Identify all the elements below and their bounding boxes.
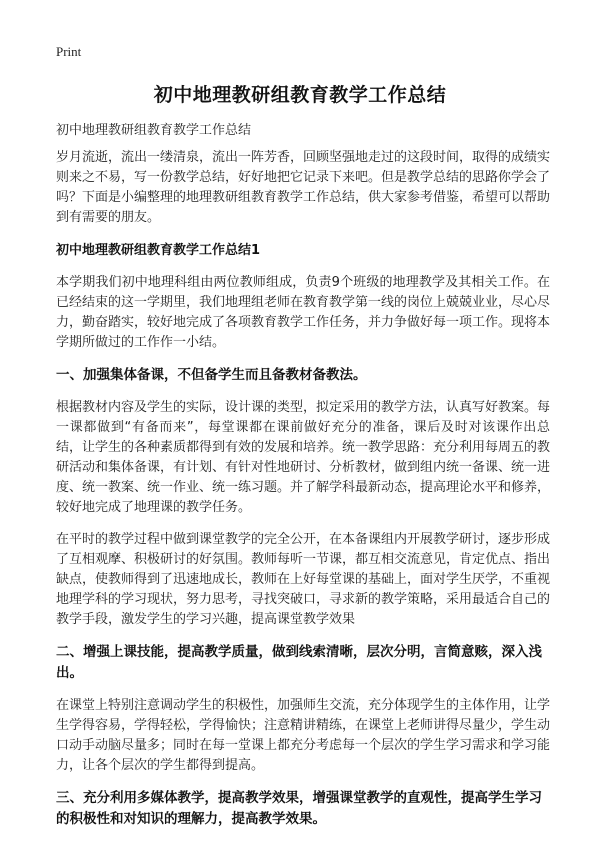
body-paragraph: 根据教材内容及学生的实际，设计课的类型，拟定采用的教学方法，认真写好教案。每一课都做到“有备而来”，每堂课都在课前做好充分的准备，课后及时对该课作出总结，让学生的各种素质都得到有效的发展和培养。统一教学思路：充分利用每周五的教研活动和集体备课，有计划、有针对性地研讨、分析教材，做到组内统一备课、统一进度、统一教案、统一作业、统一练习题。并了解学科最新动态，提高理论水平和修养，较好地完成了地理课的教学任务。 (56, 400, 551, 515)
section-heading: 三、充分利用多媒体教学，提高教学效果，增强课堂教学的直观性，提高学生学习的积极性和对知识的理解力，提高教学效果。 (56, 790, 542, 827)
intro-paragraph: 岁月流逝，流出一缕清泉，流出一阵芳香，回顾坚强地走过的这段时间，取得的成绩实则来之不易，写一份教学总结，好好地把它记录下来吧。但是教学总结的思路你学会了吗？下面是小编整理的地理教研组教育教学工作总结，供大家参考借鉴，希望可以帮助到有需要的朋友。 (56, 150, 551, 225)
body-paragraph: 本学期我们初中地理科组由两位教师组成，负责9个班级的地理教学及其相关工作。在已经结束的这一学期里，我们地理组老师在教育教学第一线的岗位上兢兢业业，尽心尽力，勤奋踏实，较好地完成了各项教育教学工作任务，并力争做好每一项工作。现将本学期所做过的工作作一小结。 (56, 275, 551, 350)
section-heading: 一、加强集体备课，不但备学生而且备教材备教法。 (56, 367, 367, 383)
section-heading: 初中地理教研组教育教学工作总结1 (56, 243, 261, 258)
article-body (56, 148, 550, 842)
section-heading: 二、增强上课技能，提高教学质量，做到线索清晰，层次分明，言简意赅，深入浅出。 (56, 644, 542, 681)
body-paragraph: 在平时的教学过程中做到课堂教学的完全公开，在本备课组内开展教学研讨，逐步形成了互相观摩、积极研讨的好氛围。教师每听一节课，都互相交流意见，肯定优点、指出缺点，使教师得到了迅速地成长，教师在上好每堂课的基础上，面对学生厌学，不重视地理学科的学习现状，努力思考，寻找突破口，寻求新的教学策略，采用最适合自己的教学手段，激发学生的学习兴趣，提高课堂教学效果 (56, 532, 551, 627)
print-link[interactable]: Print (56, 44, 82, 59)
page-subtitle: 初中地理教研组教育教学工作总结 (56, 123, 252, 138)
page-title: 初中地理教研组教育教学工作总结 (153, 84, 447, 106)
body-paragraph: 在课堂上特别注意调动学生的积极性，加强师生交流，充分体现学生的主体作用，让学生学得容易，学得轻松，学得愉快；注意精讲精练，在课堂上老师讲得尽量少，学生动口动手动脑尽量多；同时在每一堂课上都充分考虑每一个层次的学生学习需求和学习能力，让各个层次的学生都得到提高。 (56, 698, 551, 773)
